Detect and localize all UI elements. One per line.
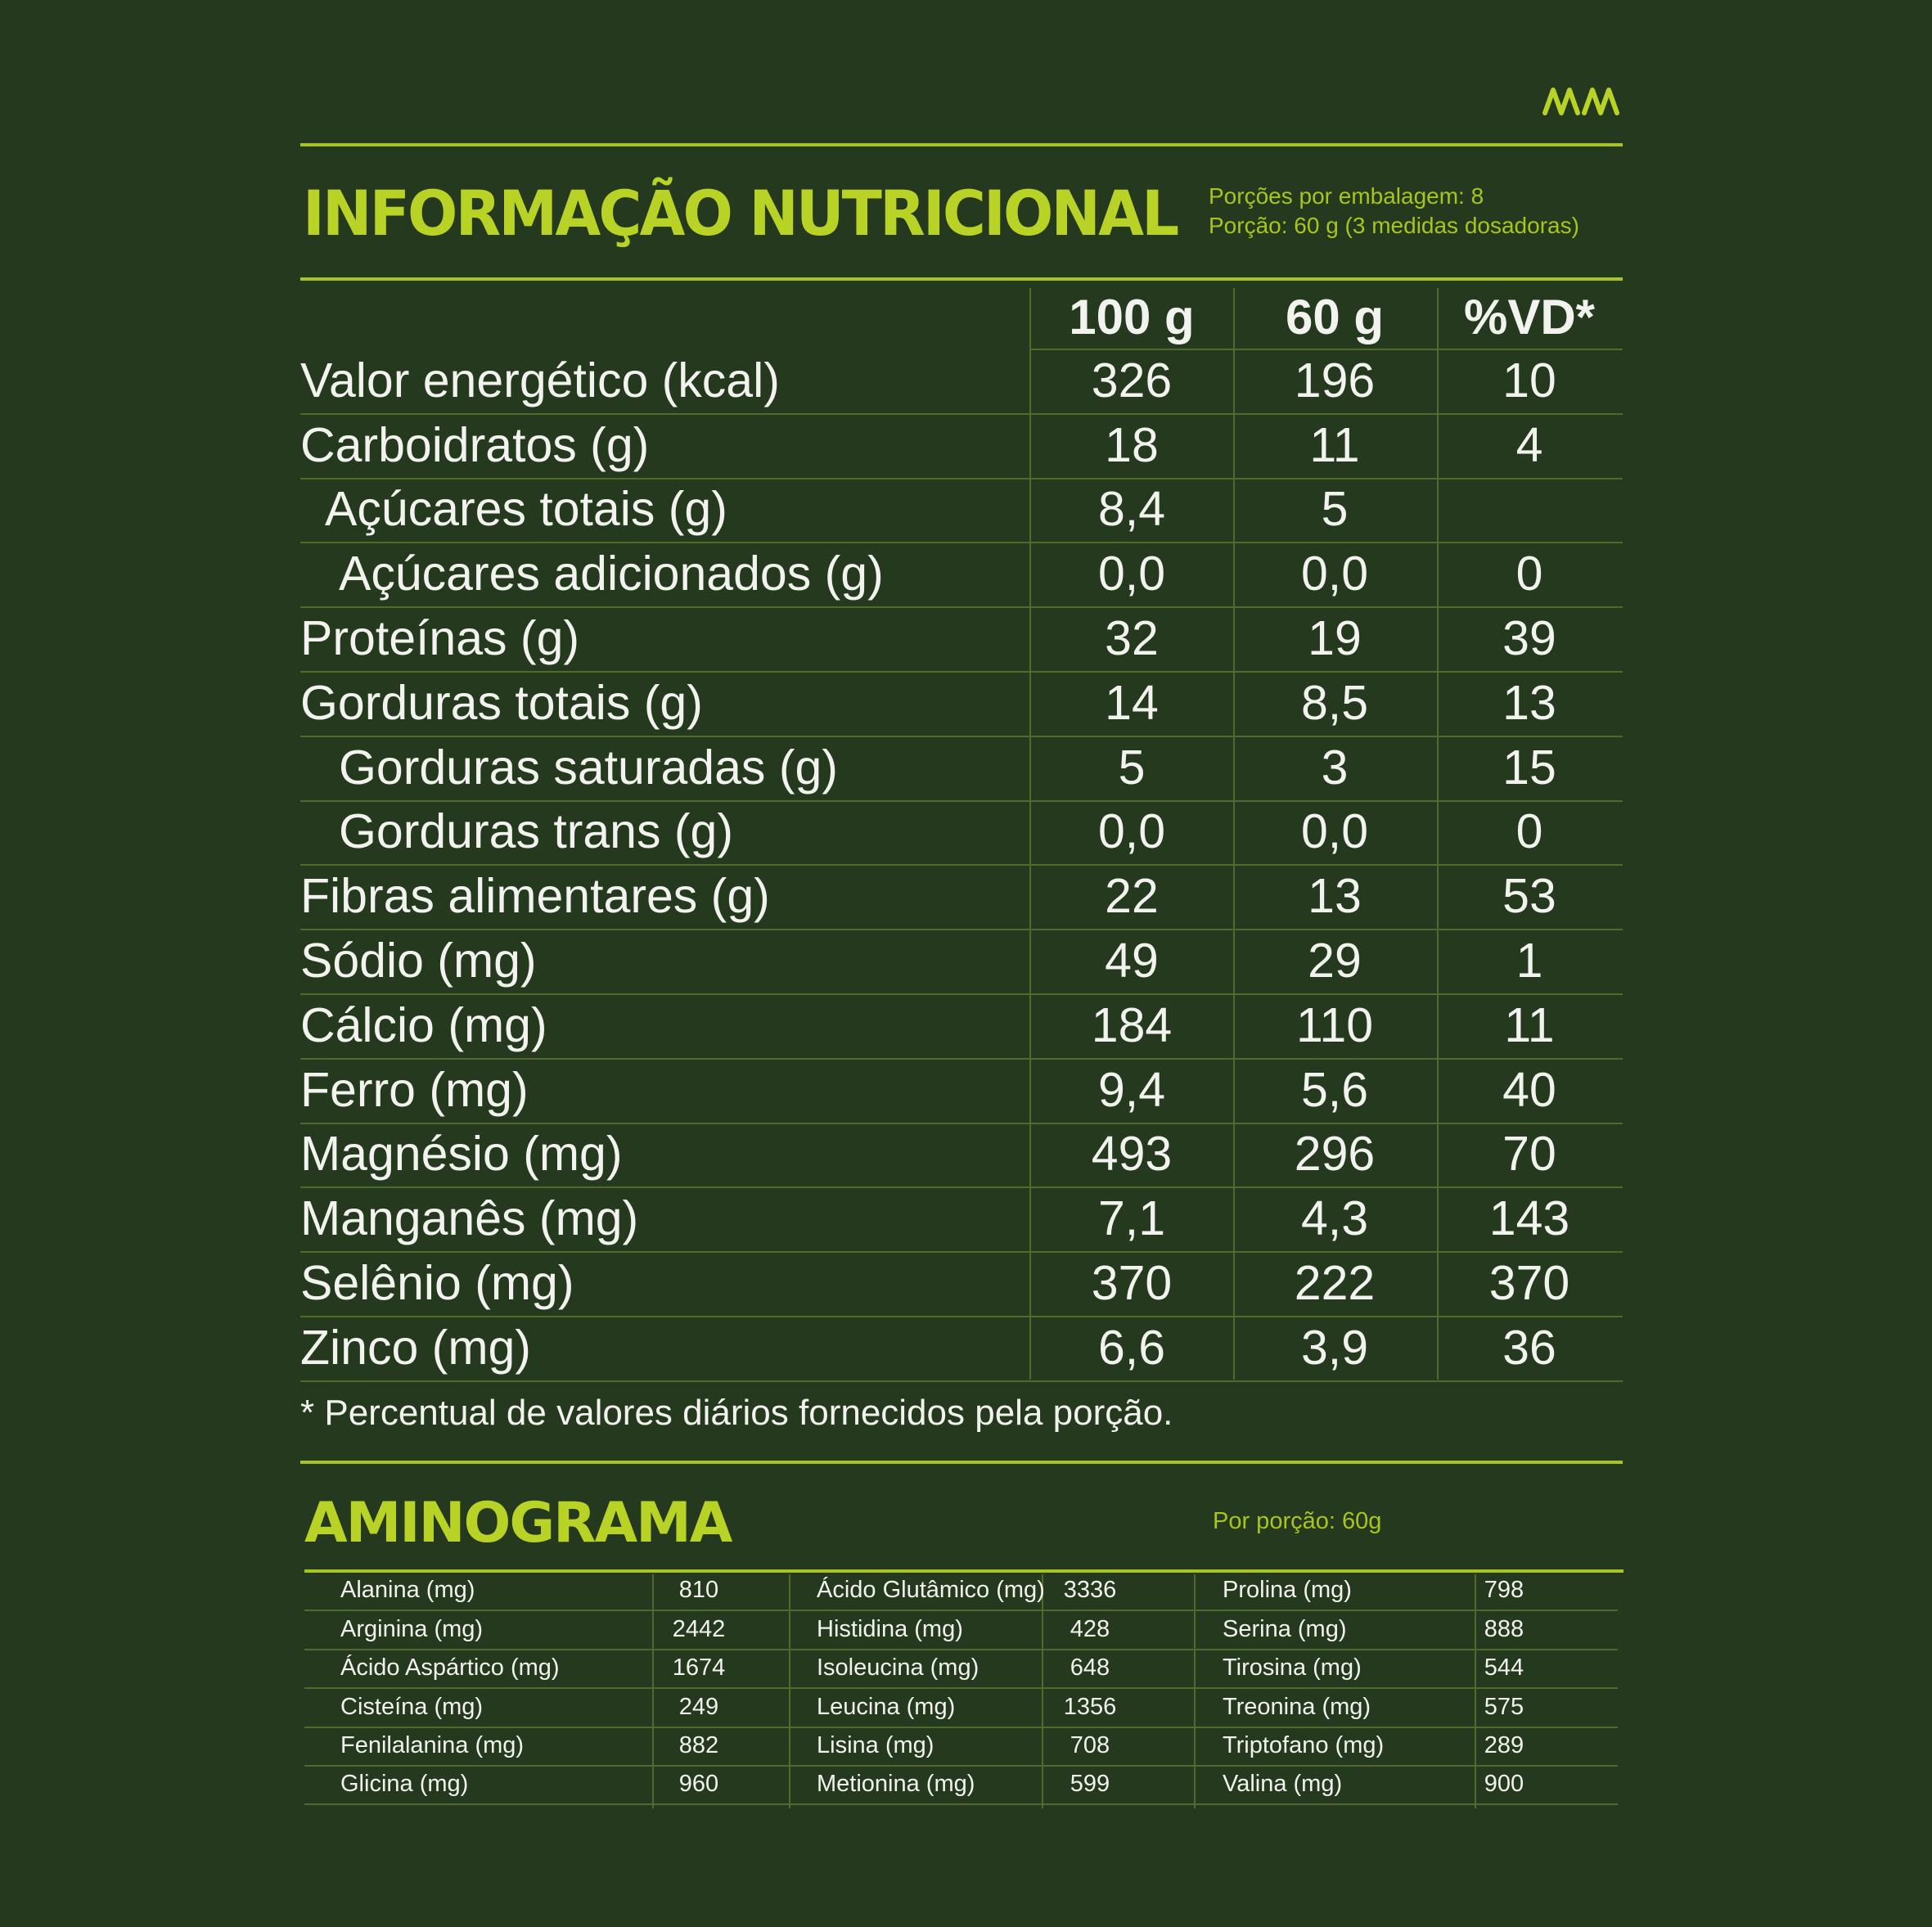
nutrition-row	[300, 1317, 1623, 1382]
top-rule	[300, 143, 1623, 146]
nutrient-label: Gorduras trans (g)	[339, 804, 733, 859]
amino-name: Serina (mg)	[1223, 1615, 1347, 1642]
nutrient-label: Gorduras totais (g)	[300, 675, 703, 730]
nutrition-header-row	[300, 283, 1623, 350]
amino-name: Ácido Glutâmico (mg)	[817, 1577, 1045, 1604]
aminogram-row	[304, 1728, 1618, 1767]
value-100g: 7,1	[1097, 1191, 1166, 1246]
nutrition-row	[300, 1124, 1623, 1189]
amino-name: Metionina (mg)	[817, 1771, 975, 1798]
value-100g: 22	[1105, 869, 1159, 924]
nutrient-label: Cálcio (mg)	[300, 997, 547, 1052]
nutrition-row	[300, 995, 1623, 1060]
value-vd: 53	[1502, 869, 1556, 924]
value-100g: 14	[1105, 675, 1159, 730]
amino-value: 3336	[1063, 1577, 1117, 1604]
value-vd: 70	[1502, 1127, 1556, 1182]
value-60g: 296	[1294, 1127, 1376, 1182]
column-header-vd: %VD*	[1463, 290, 1596, 344]
value-vd: 15	[1502, 740, 1556, 795]
value-60g: 5,6	[1300, 1062, 1369, 1117]
amino-value: 1674	[672, 1655, 726, 1682]
nutrition-row	[300, 350, 1623, 415]
amino-value: 575	[1484, 1693, 1524, 1720]
nutrition-row	[300, 1188, 1623, 1253]
amino-name: Triptofano (mg)	[1223, 1731, 1385, 1758]
aminogram-row	[304, 1611, 1618, 1650]
amino-name: Alanina (mg)	[340, 1577, 475, 1604]
value-100g: 370	[1091, 1255, 1173, 1310]
amino-value: 810	[678, 1577, 719, 1604]
amino-name: Tirosina (mg)	[1223, 1655, 1362, 1682]
value-vd: 11	[1504, 997, 1555, 1052]
amino-value: 708	[1070, 1731, 1110, 1758]
value-vd: 40	[1502, 1062, 1556, 1117]
section-rule	[300, 1461, 1623, 1464]
value-vd: 143	[1488, 1191, 1570, 1246]
value-vd: 36	[1502, 1320, 1556, 1375]
value-vd: 1	[1515, 933, 1543, 988]
amino-name: Leucina (mg)	[817, 1693, 956, 1720]
column-header-100g: 100 g	[1069, 290, 1195, 344]
nutrition-row	[300, 673, 1623, 737]
value-60g: 3,9	[1300, 1320, 1369, 1375]
value-vd: 0	[1515, 804, 1543, 859]
amino-value: 544	[1484, 1655, 1524, 1682]
nutrient-label: Zinco (mg)	[300, 1320, 531, 1375]
amino-value: 2442	[672, 1615, 726, 1642]
value-60g: 29	[1308, 933, 1362, 988]
amino-name: Lisina (mg)	[817, 1731, 934, 1758]
value-vd: 4	[1515, 417, 1543, 472]
value-100g: 5	[1118, 740, 1146, 795]
value-60g: 13	[1308, 869, 1362, 924]
nutrient-label: Valor energético (kcal)	[300, 353, 780, 407]
nutrient-label: Açúcares adicionados (g)	[339, 547, 884, 601]
servings-per-package: Porções por embalagem: 8	[1209, 183, 1484, 209]
nutrition-row	[300, 543, 1623, 608]
amino-name: Histidina (mg)	[817, 1615, 963, 1642]
value-100g: 9,4	[1097, 1062, 1166, 1117]
nutrient-label: Sódio (mg)	[300, 933, 537, 988]
nutrient-label: Selênio (mg)	[300, 1255, 574, 1310]
amino-name: Ácido Aspártico (mg)	[340, 1655, 560, 1682]
amino-name: Prolina (mg)	[1223, 1577, 1352, 1604]
value-vd: 10	[1502, 353, 1556, 407]
amino-value: 888	[1484, 1615, 1524, 1642]
nutrition-row	[300, 1253, 1623, 1317]
aminogram-table	[304, 1573, 1618, 1805]
amino-name: Valina (mg)	[1223, 1771, 1343, 1798]
title-rule	[300, 277, 1623, 281]
portion-info	[1209, 182, 1579, 241]
amino-name: Isoleucina (mg)	[817, 1655, 980, 1682]
footnote: * Percentual de valores diários fornecidos pela porção.	[300, 1393, 1173, 1433]
value-60g: 11	[1309, 417, 1360, 472]
aminogram-row	[304, 1767, 1618, 1805]
aminogram-row	[304, 1573, 1618, 1611]
value-60g: 5	[1321, 482, 1349, 537]
aminogram-portion: Por porção: 60g	[1213, 1508, 1382, 1534]
nutrient-label: Manganês (mg)	[300, 1191, 639, 1246]
amino-name: Fenilalanina (mg)	[340, 1731, 525, 1758]
nutrition-row	[300, 802, 1623, 867]
value-60g: 0,0	[1300, 804, 1369, 859]
brand-logo-icon	[1542, 85, 1620, 118]
amino-value: 960	[678, 1771, 719, 1798]
value-60g: 0,0	[1300, 547, 1369, 601]
nutrient-label: Ferro (mg)	[300, 1062, 529, 1117]
amino-value: 1356	[1063, 1693, 1117, 1720]
value-60g: 222	[1294, 1255, 1376, 1310]
amino-value: 798	[1484, 1577, 1524, 1604]
aminogram-row	[304, 1689, 1618, 1727]
aminogram-row	[304, 1650, 1618, 1689]
value-100g: 0,0	[1097, 804, 1166, 859]
aminogram-title: AMINOGRAMA	[304, 1491, 732, 1556]
value-60g: 196	[1294, 353, 1376, 407]
value-100g: 184	[1091, 997, 1173, 1052]
value-100g: 493	[1091, 1127, 1173, 1182]
nutrient-label: Fibras alimentares (g)	[300, 869, 770, 924]
value-100g: 6,6	[1097, 1320, 1166, 1375]
nutrient-label: Magnésio (mg)	[300, 1127, 623, 1182]
value-100g: 8,4	[1097, 482, 1166, 537]
value-100g: 326	[1091, 353, 1173, 407]
value-vd: 370	[1488, 1255, 1570, 1310]
value-60g: 8,5	[1300, 675, 1369, 730]
value-60g: 19	[1308, 610, 1362, 665]
amino-value: 289	[1484, 1731, 1524, 1758]
amino-value: 599	[1070, 1771, 1110, 1798]
value-60g: 3	[1321, 740, 1349, 795]
value-vd: 0	[1515, 547, 1543, 601]
value-100g: 18	[1105, 417, 1159, 472]
serving-size: Porção: 60 g (3 medidas dosadoras)	[1209, 213, 1579, 238]
amino-name: Cisteína (mg)	[340, 1693, 484, 1720]
amino-value: 648	[1070, 1655, 1110, 1682]
nutrient-label: Carboidratos (g)	[300, 417, 650, 472]
page-title: INFORMAÇÃO NUTRICIONAL	[303, 177, 1178, 250]
amino-name: Treonina (mg)	[1223, 1693, 1371, 1720]
nutrition-table	[300, 283, 1623, 1382]
amino-value: 900	[1484, 1771, 1524, 1798]
value-100g: 32	[1105, 610, 1159, 665]
nutrition-row	[300, 930, 1623, 995]
nutrient-label: Gorduras saturadas (g)	[339, 740, 838, 795]
amino-value: 882	[678, 1731, 719, 1758]
nutrient-label: Açúcares totais (g)	[325, 482, 727, 537]
column-header-60g: 60 g	[1285, 290, 1385, 344]
nutrient-label: Proteínas (g)	[300, 610, 580, 665]
value-100g: 0,0	[1097, 547, 1166, 601]
nutrition-row	[300, 415, 1623, 479]
nutrition-row	[300, 1060, 1623, 1124]
amino-name: Arginina (mg)	[340, 1615, 484, 1642]
nutrition-row	[300, 737, 1623, 802]
amino-value: 428	[1070, 1615, 1110, 1642]
value-60g: 4,3	[1300, 1191, 1369, 1246]
value-60g: 110	[1295, 997, 1374, 1052]
amino-value: 249	[678, 1693, 719, 1720]
value-100g: 49	[1105, 933, 1159, 988]
nutrition-row	[300, 608, 1623, 673]
value-vd: 13	[1502, 675, 1556, 730]
nutrition-row	[300, 866, 1623, 930]
nutrition-row	[300, 479, 1623, 544]
amino-name: Glicina (mg)	[340, 1771, 469, 1798]
value-vd: 39	[1502, 610, 1556, 665]
